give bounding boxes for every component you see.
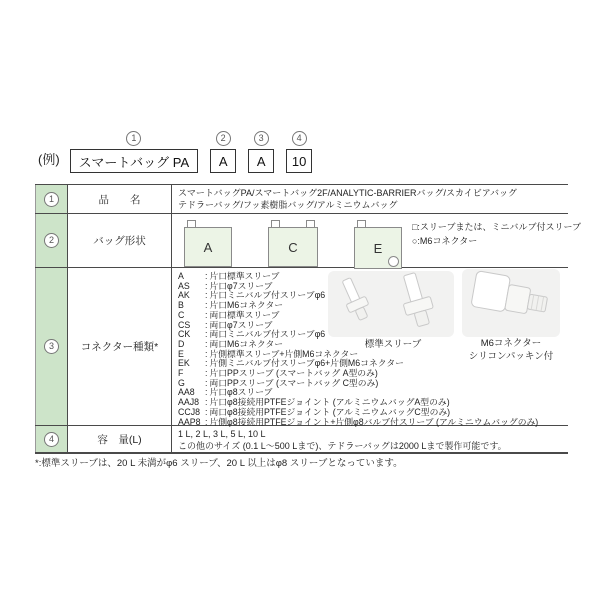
capacity-line1: 1 L, 2 L, 3 L, 5 L, 10 L — [178, 429, 266, 439]
connector-item: EK : 片側ミニバルブ付スリーブφ6+片側M6コネクター — [178, 358, 404, 369]
example-box-connector: A — [248, 149, 274, 173]
standard-sleeve-photo — [328, 271, 454, 337]
connector-item: CCJ8 : 両口φ8接続用PTFEジョイント (アルミニウムバッグC型のみ) — [178, 406, 451, 417]
row3-content — [172, 268, 568, 425]
circled-number-4: 4 — [292, 131, 307, 146]
row1-label: 品 名 — [68, 185, 172, 213]
circled-number-4: 4 — [44, 432, 59, 447]
circled-number-1: 1 — [44, 192, 59, 207]
example-item-capacity — [286, 131, 312, 173]
connector-item: AAJ8 : 片口φ8接続用PTFEジョイント (アルミニウムバッグA型のみ) — [178, 397, 450, 408]
table-row-product-name — [35, 184, 568, 213]
ordering-example — [38, 131, 324, 173]
table-row-capacity — [35, 425, 568, 452]
product-name-line2: テドラーバッグ/フッ素樹脂バッグ/アルミニウムバッグ — [178, 200, 398, 211]
legend-sleeve: □:スリーブまたは、ミニバルブ付スリーブ — [412, 222, 582, 232]
connector-item: CK : 両口ミニバルブ付スリーブφ6 — [178, 329, 326, 340]
bag-letter: E — [373, 240, 383, 256]
circled-number-2: 2 — [216, 131, 231, 146]
product-name-line1: スマートバッグPA/スマートバッグ2F/ANALYTIC-BARRIERバッグ/スカイビアバッグ — [178, 188, 517, 198]
example-box-product-name: スマートバッグ PA — [70, 149, 198, 173]
row1-number-cell — [35, 185, 68, 213]
connector-item: AS : 片口φ7スリーブ — [178, 280, 273, 291]
capacity-line2: この他のサイズ (0.1 L〜500 Lまで)、テドラーバッグは2000 Lまで製作可能です。 — [178, 441, 507, 452]
row3-label: コネクター種類* — [68, 268, 172, 425]
connector-item: CS : 両口φ7スリーブ — [178, 319, 273, 330]
bag-shape-legend — [412, 221, 581, 249]
sleeve-tab-icon — [187, 220, 196, 228]
row2-number-cell — [35, 214, 68, 267]
example-item-connector — [248, 131, 274, 173]
circled-number-3: 3 — [254, 131, 269, 146]
m6-connector-label: M6コネクター シリコンパッキン付 — [468, 338, 554, 362]
row3-number-cell — [35, 268, 68, 425]
standard-sleeve-label: 標準スリーブ — [364, 339, 422, 350]
row4-content — [172, 426, 568, 452]
circled-number-3: 3 — [44, 339, 59, 354]
connector-item: AAP8 : 片側φ8接続用PTFEジョイント+片側φ8バルブ付スリーブ (アルミニウムバッグのみ) — [178, 416, 539, 427]
row4-label: 容 量(L) — [68, 426, 172, 452]
bag-letter: C — [288, 239, 298, 255]
table-row-connector-types — [35, 267, 568, 425]
example-box-shape: A — [210, 149, 236, 173]
footnote: *:標準スリーブは、20 L 未満がφ6 スリーブ、20 L 以上はφ8 スリーブとなっています。 — [35, 458, 403, 469]
bag-shape-e — [354, 227, 402, 269]
sleeve-tab-icon — [306, 220, 315, 228]
connector-item: G : 両口PPスリーブ (スマートバッグ C型のみ) — [178, 377, 379, 388]
row2-label: バッグ形状 — [68, 214, 172, 267]
m6-connector-photo — [462, 269, 560, 337]
connector-item: AA8 : 片口φ8スリーブ — [178, 387, 273, 398]
bag-letter: A — [203, 239, 213, 255]
row1-content — [172, 185, 568, 213]
example-box-capacity: 10 — [286, 149, 312, 173]
connector-item: B : 片口M6コネクター — [178, 300, 284, 311]
connector-item: AK : 片口ミニバルブ付スリーブφ6 — [178, 290, 326, 301]
circled-number-2: 2 — [44, 233, 59, 248]
connector-item: E : 片側標準スリーブ+片側M6コネクター — [178, 348, 359, 359]
row4-number-cell — [35, 426, 68, 452]
bag-shape-c — [268, 227, 318, 267]
circled-number-1: 1 — [126, 131, 141, 146]
bag-shape-a — [184, 227, 232, 267]
connector-item: D : 両口M6コネクター — [178, 338, 284, 349]
sleeve-tab-icon — [271, 220, 280, 228]
table-row-bag-shape — [35, 213, 582, 267]
sleeve-tab-icon — [357, 220, 366, 228]
row2-content — [172, 214, 582, 267]
connector-item: A : 片口標準スリーブ — [178, 271, 280, 281]
legend-m6: ○:M6コネクター — [412, 235, 478, 246]
connector-item: C : 両口標準スリーブ — [178, 309, 280, 320]
m6-connector-port-icon — [388, 256, 399, 267]
example-prefix: (例) — [38, 152, 60, 167]
spec-table — [35, 184, 582, 454]
example-item-name — [70, 131, 198, 173]
example-item-shape — [210, 131, 236, 173]
connector-item: F : 片口PPスリーブ (スマートバッグ A型のみ) — [178, 368, 378, 379]
